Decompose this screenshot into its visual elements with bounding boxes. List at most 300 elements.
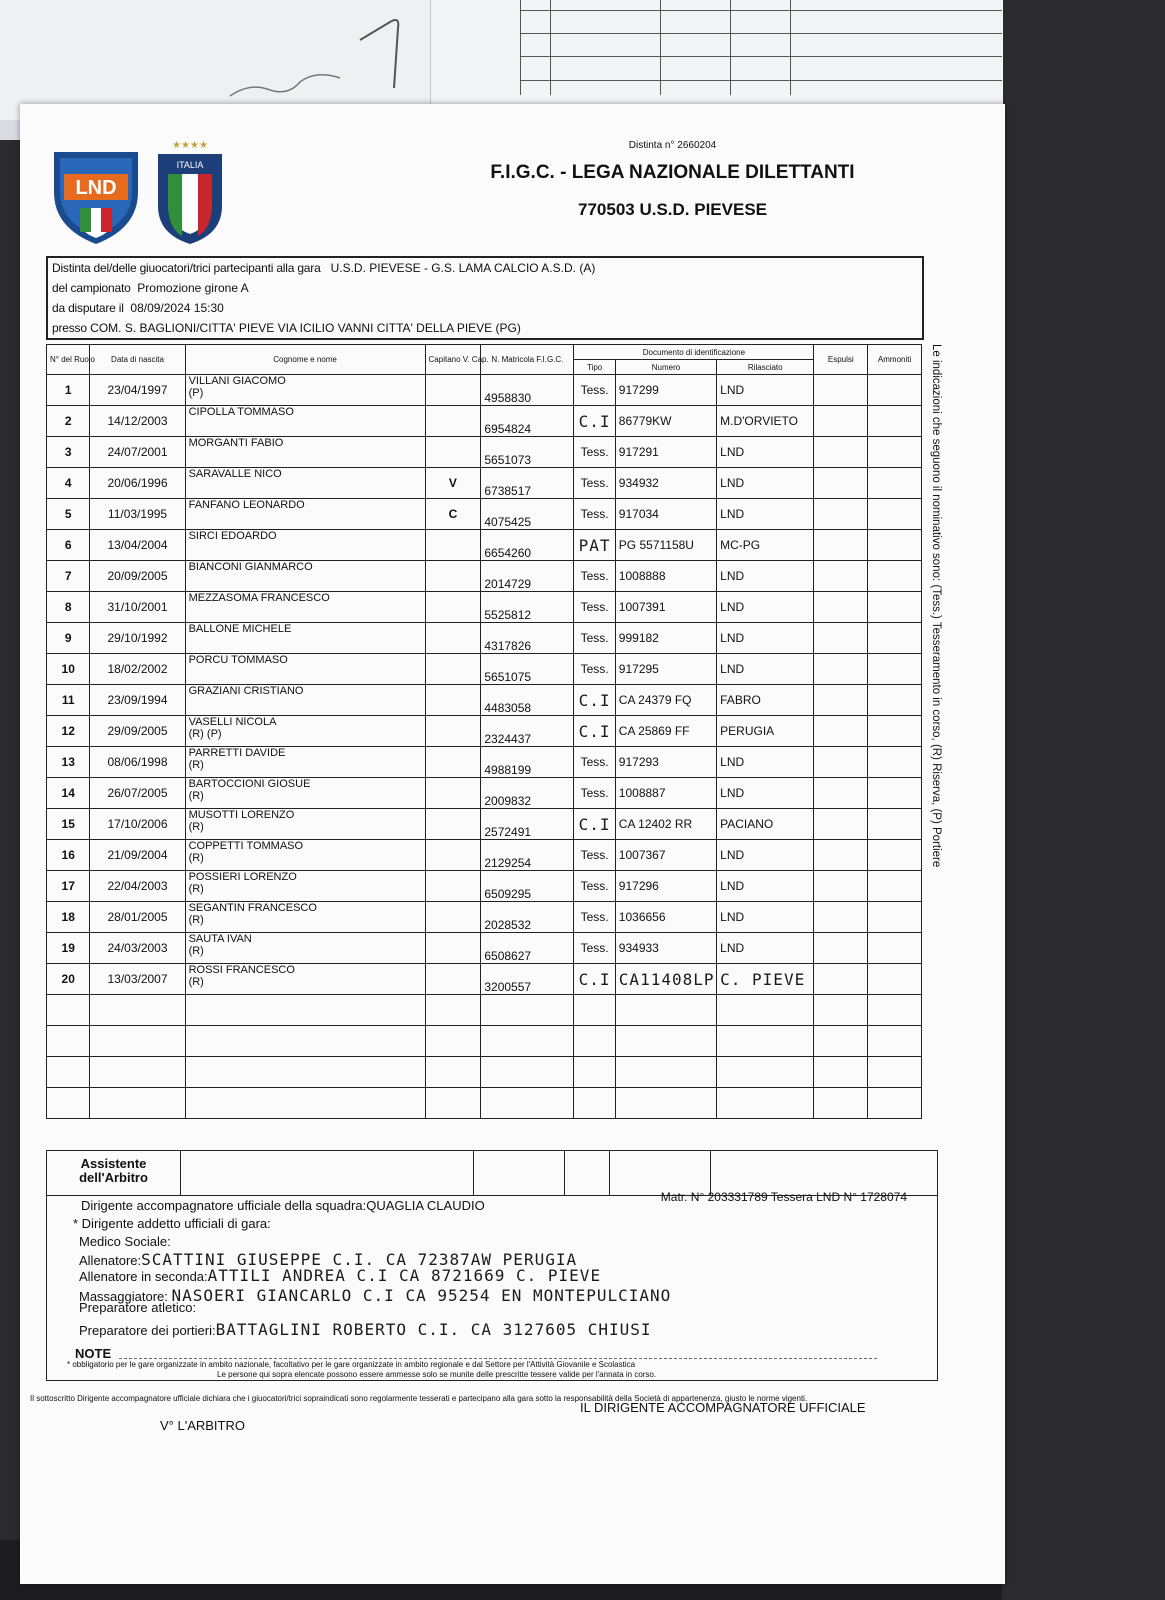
table-row [47,406,922,437]
booked-cell [868,902,922,933]
distinta-sheet [20,104,1005,1584]
player-number: 15 [47,809,90,840]
player-captain [425,933,481,964]
table-row [47,778,922,809]
expelled-cell [814,778,868,809]
player-matricola: 4958830 [481,375,574,406]
document-type: Tess. [574,778,615,809]
empty-cell [717,1026,814,1057]
booked-cell [868,933,922,964]
table-row [47,654,922,685]
document-type: C.I [574,406,615,437]
player-matricola: 5525812 [481,592,574,623]
player-birthdate: 28/01/2005 [90,902,185,933]
expelled-cell [814,871,868,902]
player-name: BALLONE MICHELE [188,623,292,635]
document-issuer: C. PIEVE [717,964,814,995]
document-number: 86779KW [615,406,716,437]
empty-cell [185,995,425,1026]
table-row [47,561,922,592]
document-type: Tess. [574,933,615,964]
empty-cell [90,1026,185,1057]
dirigente-matricola: Matr. N° 203331789 Tessera LND N° 1728074 [660,1190,907,1204]
document-type: Tess. [574,561,615,592]
player-name-cell [185,406,425,437]
document-type: C.I [574,716,615,747]
player-name-cell [185,561,425,592]
paper-scrap-left [0,0,440,120]
venue-value: COM. S. BAGLIONI/CITTA' PIEVE VIA ICILIO VANNI CITTA' DELLA PIEVE (PG) [90,321,521,335]
player-name: SEGANTIN FRANCESCO [188,902,317,914]
empty-cell [185,1026,425,1057]
document-issuer: LND [717,778,814,809]
table-row [47,375,922,406]
player-name-cell [185,437,425,468]
assistant-cell [474,1151,565,1195]
empty-cell [47,1057,90,1088]
players-table [46,344,922,1119]
table-row [47,871,922,902]
player-name: PARRETTI DAVIDE [188,747,286,759]
dirigente-line: Dirigente accompagnatore ufficiale della squadra:QUAGLIA CLAUDIO [81,1198,485,1213]
player-name-cell [185,530,425,561]
empty-cell [717,995,814,1026]
player-matricola: 6508627 [481,933,574,964]
col-data: Data di nascita [90,345,185,375]
document-issuer: LND [717,747,814,778]
player-number: 20 [47,964,90,995]
expelled-cell [814,747,868,778]
empty-row [47,995,922,1026]
player-number: 6 [47,530,90,561]
player-name: ROSSI FRANCESCO [188,964,295,976]
assistant-cell [565,1151,610,1195]
booked-cell [868,499,922,530]
empty-cell [185,1057,425,1088]
player-captain [425,561,481,592]
player-name-cell [185,964,425,995]
player-name: SIRCI EDOARDO [188,530,277,542]
figc-logo-icon [154,138,226,246]
championship-value: Promozione girone A [137,281,249,295]
document-issuer: PERUGIA [717,716,814,747]
empty-cell [481,1057,574,1088]
player-matricola: 2324437 [481,716,574,747]
empty-row [47,1057,922,1088]
player-name-cell [185,685,425,716]
empty-cell [717,1057,814,1088]
booked-cell [868,871,922,902]
allenatore-seconda-value: ATTILI ANDREA C.I CA 8721669 C. PIEVE [207,1266,602,1285]
empty-cell [615,995,716,1026]
player-number: 14 [47,778,90,809]
player-name: COPPETTI TOMMASO [188,840,304,852]
empty-cell [574,1057,615,1088]
document-type: Tess. [574,902,615,933]
table-row [47,716,922,747]
booked-cell [868,468,922,499]
player-matricola: 5651075 [481,654,574,685]
expelled-cell [814,716,868,747]
document-issuer: LND [717,840,814,871]
booked-cell [868,809,922,840]
col-ammoniti: Ammoniti [868,345,922,375]
player-matricola: 6954824 [481,406,574,437]
empty-cell [425,1026,481,1057]
preparatore-portieri-value: BATTAGLINI ROBERTO C.I. CA 3127605 CHIUSI [215,1320,652,1339]
table-row [47,964,922,995]
empty-cell [814,1057,868,1088]
player-captain [425,902,481,933]
expelled-cell [814,530,868,561]
expelled-cell [814,468,868,499]
player-captain [425,747,481,778]
player-birthdate: 22/04/2003 [90,871,185,902]
document-number: 917296 [615,871,716,902]
document-number: 917291 [615,437,716,468]
expelled-cell [814,406,868,437]
document-issuer: PACIANO [717,809,814,840]
player-matricola: 2129254 [481,840,574,871]
booked-cell [868,530,922,561]
document-type: Tess. [574,499,615,530]
player-name-cell [185,871,425,902]
assistant-cell [181,1151,474,1195]
player-matricola: 4317826 [481,623,574,654]
document-number: PG 5571158U [615,530,716,561]
player-name-cell [185,716,425,747]
preparatore-portieri-line: Preparatore dei portieri:BATTAGLINI ROBERTO C.I. CA 3127605 CHIUSI [79,1320,652,1339]
empty-cell [574,1026,615,1057]
empty-cell [90,1057,185,1088]
assistant-cell [711,1151,911,1195]
player-birthdate: 21/09/2004 [90,840,185,871]
document-issuer: LND [717,437,814,468]
player-matricola: 2572491 [481,809,574,840]
assistant-cell [610,1151,711,1195]
player-birthdate: 29/10/1992 [90,623,185,654]
col-matricola: N. Matricola F.I.G.C. [481,345,574,375]
player-captain [425,685,481,716]
document-number: 917034 [615,499,716,530]
player-captain [425,716,481,747]
table-header-row [47,345,922,360]
player-matricola: 6509295 [481,871,574,902]
player-name-cell [185,778,425,809]
empty-cell [814,995,868,1026]
document-type: PAT [574,530,615,561]
empty-cell [574,1088,615,1119]
player-matricola: 3200557 [481,964,574,995]
team-title: 770503 U.S.D. PIEVESE [578,200,767,219]
col-tipo: Tipo [574,360,615,375]
empty-cell [814,1026,868,1057]
empty-cell [47,1088,90,1119]
side-legend: Le indicazioni che seguono il nominativo sono: (Tess.) Tesseramento in corso, (R) Riserva, (P) Portiere [930,344,942,868]
table-row [47,623,922,654]
player-name: MUSOTTI LORENZO [188,809,295,821]
col-capitano: Capitano V. Cap. [425,345,481,375]
player-number: 5 [47,499,90,530]
preparatore-atletico-line: Preparatore atletico: [79,1300,197,1315]
document-issuer: LND [717,561,814,592]
player-matricola: 2014729 [481,561,574,592]
document-issuer: MC-PG [717,530,814,561]
document-type: C.I [574,964,615,995]
championship-row: del campionato Promozione girone A [52,281,249,295]
empty-cell [481,1088,574,1119]
allenatore-value: SCATTINI GIUSEPPE C.I. CA 72387AW PERUGIA [141,1250,578,1269]
player-captain [425,654,481,685]
col-rilasciato: Rilasciato [717,360,814,375]
player-number: 11 [47,685,90,716]
document-type: Tess. [574,654,615,685]
table-row [47,530,922,561]
player-captain [425,406,481,437]
expelled-cell [814,902,868,933]
player-matricola: 5651073 [481,437,574,468]
player-matricola: 2009832 [481,778,574,809]
player-number: 3 [47,437,90,468]
player-number: 7 [47,561,90,592]
player-captain [425,840,481,871]
player-captain [425,592,481,623]
document-number: 917295 [615,654,716,685]
player-number: 2 [47,406,90,437]
expelled-cell [814,499,868,530]
expelled-cell [814,375,868,406]
player-name-cell [185,654,425,685]
document-type: Tess. [574,437,615,468]
table-row [47,468,922,499]
addetto-line: * Dirigente addetto ufficiali di gara: [73,1216,271,1231]
expelled-cell [814,592,868,623]
player-captain [425,623,481,654]
player-role-tag: (R) [188,945,204,957]
document-number: 934932 [615,468,716,499]
document-issuer: M.D'ORVIETO [717,406,814,437]
booked-cell [868,623,922,654]
svg-text:LND: LND [75,177,117,199]
empty-cell [868,995,922,1026]
empty-cell [425,1057,481,1088]
allenatore-seconda-line: Allenatore in seconda:ATTILI ANDREA C.I CA 8721669 C. PIEVE [79,1266,602,1285]
player-name: BARTOCCIONI GIOSUE [188,778,311,790]
player-birthdate: 13/04/2004 [90,530,185,561]
player-captain [425,437,481,468]
document-issuer: LND [717,902,814,933]
players-body [47,375,922,1119]
booked-cell [868,375,922,406]
document-type: Tess. [574,871,615,902]
expelled-cell [814,437,868,468]
player-birthdate: 08/06/1998 [90,747,185,778]
empty-row [47,1088,922,1119]
player-matricola: 4075425 [481,499,574,530]
col-numero: Numero [615,360,716,375]
note-label: NOTE [75,1346,112,1361]
empty-cell [574,995,615,1026]
empty-cell [185,1088,425,1119]
booked-cell [868,716,922,747]
empty-cell [814,1088,868,1119]
player-matricola: 6738517 [481,468,574,499]
player-name: MORGANTI FABIO [188,437,284,449]
player-birthdate: 24/03/2003 [90,933,185,964]
table-row [47,747,922,778]
document-type: Tess. [574,747,615,778]
player-number: 16 [47,840,90,871]
arbitro-signature-label: V° L'ARBITRO [160,1418,245,1433]
player-birthdate: 31/10/2001 [90,592,185,623]
col-espulsi: Espulsi [814,345,868,375]
document-type: Tess. [574,375,615,406]
player-name: PORCU TOMMASO [188,654,288,666]
medico-line: Medico Sociale: [79,1234,171,1249]
svg-text:★★★★: ★★★★ [172,140,208,151]
massaggiatore-line: Massaggiatore: NASOERI GIANCARLO C.I CA 95254 EN MONTEPULCIANO [79,1286,672,1305]
player-birthdate: 11/03/1995 [90,499,185,530]
empty-cell [615,1088,716,1119]
empty-cell [47,995,90,1026]
staff-section [46,1190,938,1381]
booked-cell [868,406,922,437]
player-captain [425,530,481,561]
empty-cell [425,1088,481,1119]
player-name-cell [185,375,425,406]
document-number: 1007367 [615,840,716,871]
player-name-cell [185,468,425,499]
player-name-cell [185,933,425,964]
empty-row [47,1026,922,1057]
player-number: 9 [47,623,90,654]
player-name: CIPOLLA TOMMASO [188,406,294,418]
empty-cell [90,995,185,1026]
document-number: CA 12402 RR [615,809,716,840]
player-captain [425,375,481,406]
table-row [47,499,922,530]
date-row: da disputare il 08/09/2024 15:30 [52,301,224,315]
table-row [47,592,922,623]
note-line [119,1358,877,1359]
player-role-tag: (P) [188,387,204,399]
player-captain [425,778,481,809]
document-number: 1036656 [615,902,716,933]
empty-cell [425,995,481,1026]
document-number: 1008888 [615,561,716,592]
col-ruolo: N° del Ruolo [47,345,90,375]
expelled-cell [814,964,868,995]
note-persone: Le persone qui sopra elencate possono essere ammesse solo se munite delle prescritte tessere valide per l'annata in corso. [217,1370,657,1379]
document-number: 917293 [615,747,716,778]
player-matricola: 2028532 [481,902,574,933]
empty-cell [717,1088,814,1119]
assistant-label: Assistente dell'Arbitro [47,1151,181,1195]
document-issuer: LND [717,468,814,499]
booked-cell [868,778,922,809]
player-role-tag: (R) [188,852,204,864]
player-birthdate: 24/07/2001 [90,437,185,468]
table-row [47,840,922,871]
booked-cell [868,561,922,592]
table-row [47,933,922,964]
document-issuer: LND [717,654,814,685]
document-number: 1007391 [615,592,716,623]
empty-cell [615,1057,716,1088]
player-name-cell [185,592,425,623]
player-number: 8 [47,592,90,623]
player-matricola: 4988199 [481,747,574,778]
col-documento: Documento di identificazione [574,345,814,360]
booked-cell [868,592,922,623]
document-type: Tess. [574,592,615,623]
venue-row: presso COM. S. BAGLIONI/CITTA' PIEVE VIA ICILIO VANNI CITTA' DELLA PIEVE (PG) [52,321,521,335]
empty-cell [481,995,574,1026]
document-number: 999182 [615,623,716,654]
document-number: 917299 [615,375,716,406]
expelled-cell [814,685,868,716]
player-number: 19 [47,933,90,964]
player-number: 1 [47,375,90,406]
table-row [47,685,922,716]
paper-scrap-grid [520,0,1002,95]
expelled-cell [814,561,868,592]
player-captain [425,871,481,902]
player-name: POSSIERI LORENZO [188,871,297,883]
player-role-tag: (R) [188,790,204,802]
player-birthdate: 13/03/2007 [90,964,185,995]
booked-cell [868,747,922,778]
player-number: 10 [47,654,90,685]
player-birthdate: 18/02/2002 [90,654,185,685]
player-name-cell [185,499,425,530]
player-number: 17 [47,871,90,902]
document-issuer: LND [717,592,814,623]
player-name: GRAZIANI CRISTIANO [188,685,304,697]
declaration-text: Il sottoscritto Dirigente accompagnatore ufficiale dichiara che i giuocatori/trici sopraindicati sono regolarmente tesserati e partecipano alla gara sotto la responsabilità della Società di appartenenza, giusto le norme vigenti. [30,1394,808,1403]
player-role-tag: (R) [188,821,204,833]
document-type: C.I [574,809,615,840]
table-row [47,902,922,933]
player-captain: V [425,468,481,499]
player-name-cell [185,747,425,778]
expelled-cell [814,840,868,871]
player-birthdate: 23/09/1994 [90,685,185,716]
lnd-logo-icon [50,146,142,246]
player-birthdate: 26/07/2005 [90,778,185,809]
empty-cell [868,1088,922,1119]
expelled-cell [814,654,868,685]
document-type: Tess. [574,623,615,654]
document-number: CA 25869 FF [615,716,716,747]
empty-cell [90,1088,185,1119]
match-teams: U.S.D. PIEVESE - G.S. LAMA CALCIO A.S.D. (A) [330,261,596,275]
empty-cell [47,1026,90,1057]
document-number: CA11408LP [615,964,716,995]
player-matricola: 4483058 [481,685,574,716]
empty-cell [615,1026,716,1057]
empty-cell [481,1026,574,1057]
empty-cell [868,1026,922,1057]
booked-cell [868,964,922,995]
player-role-tag: (R) (P) [188,728,222,740]
match-row: Distinta del/delle giuocatori/trici partecipanti alla gara U.S.D. PIEVESE - G.S. LAMA CALCIO A.S.D. (A) [52,261,596,275]
document-issuer: LND [717,933,814,964]
player-name-cell [185,809,425,840]
table-row [47,437,922,468]
player-number: 12 [47,716,90,747]
empty-cell [868,1057,922,1088]
